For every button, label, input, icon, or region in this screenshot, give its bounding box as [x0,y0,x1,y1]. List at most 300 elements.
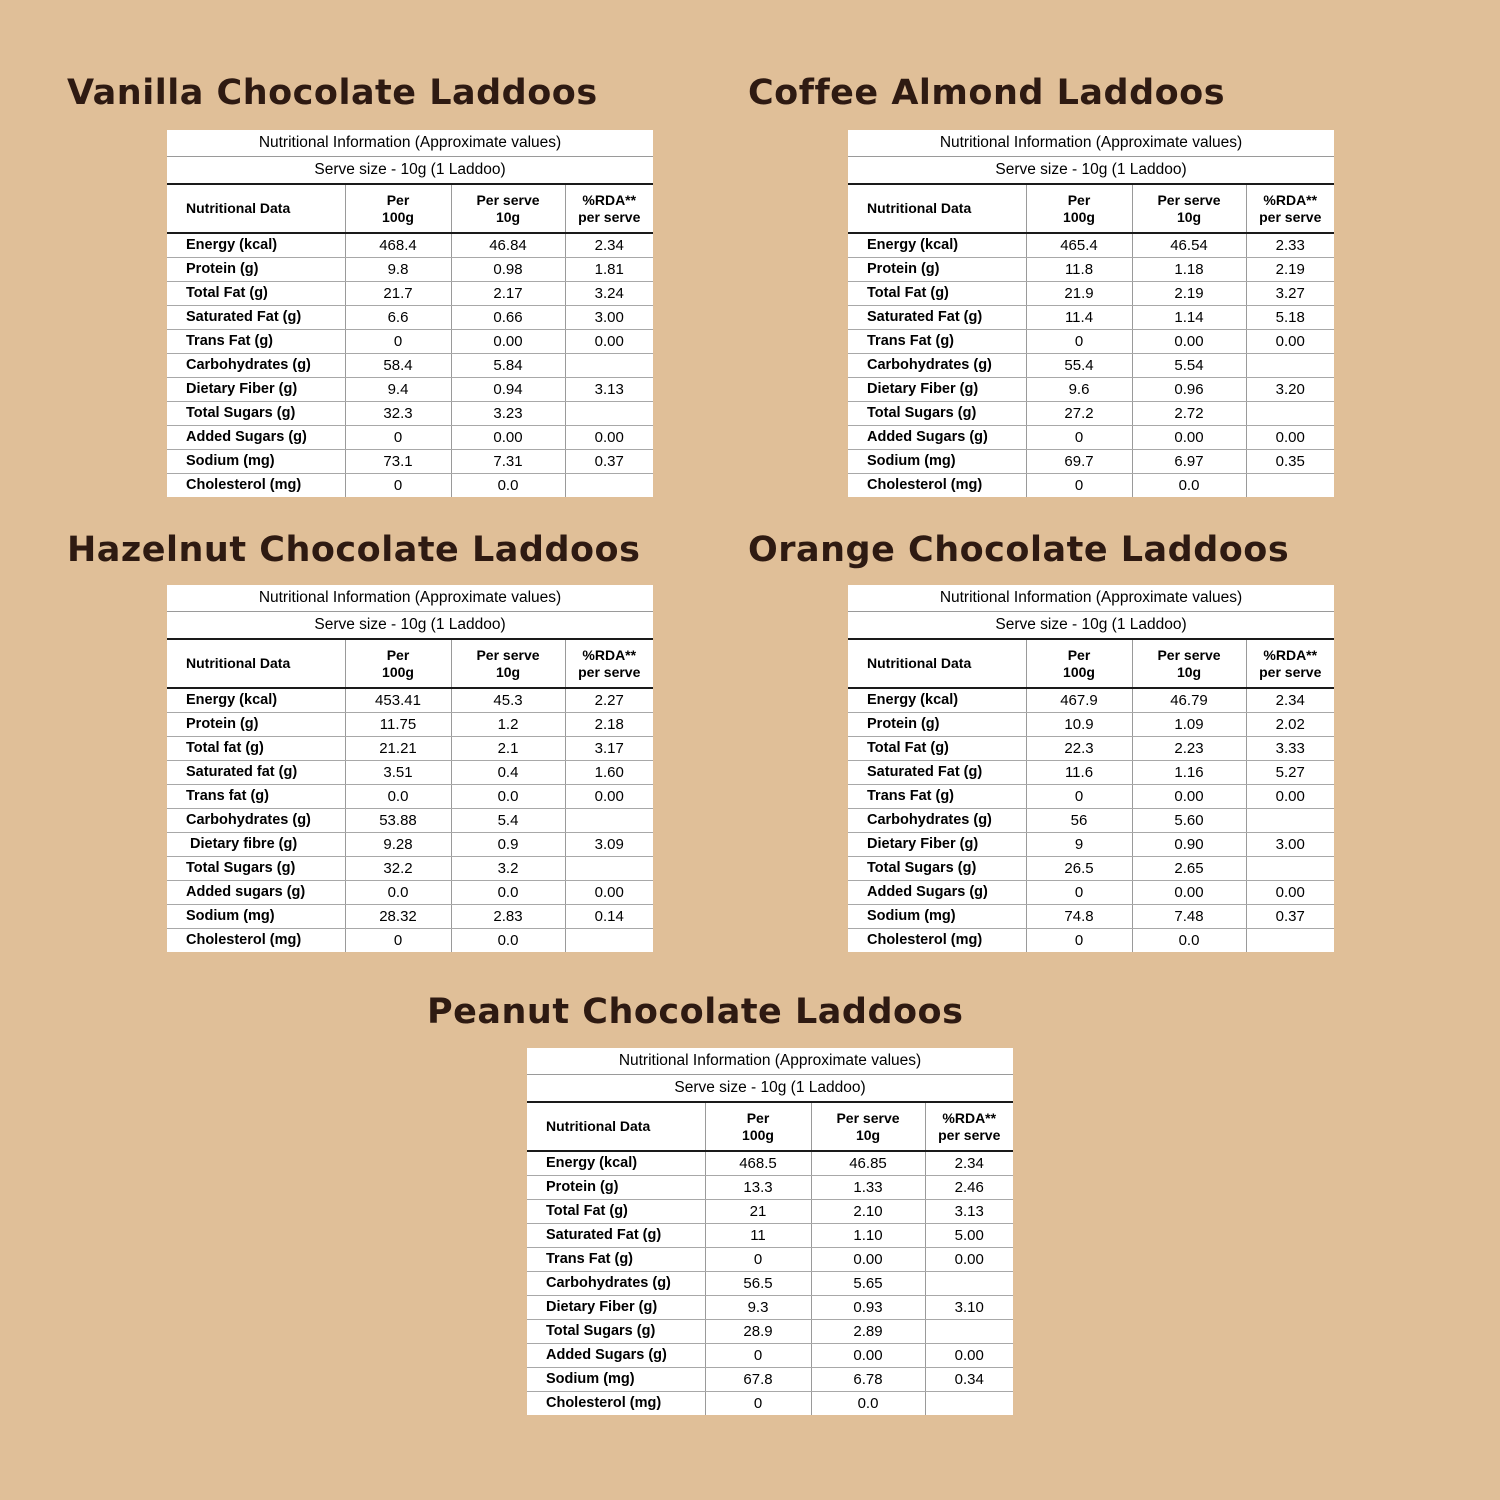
value-rda: 3.10 [925,1296,1013,1320]
value-per-100g: 28.32 [345,905,451,929]
value-per-serve: 0.00 [811,1248,925,1272]
value-per-100g: 0.0 [345,881,451,905]
value-rda: 5.18 [1246,306,1334,330]
value-per-serve: 3.23 [451,402,565,426]
value-rda: 0.35 [1246,450,1334,474]
header-nutritional-data: Nutritional Data [848,184,1026,233]
value-rda: 2.02 [1246,713,1334,737]
table-row [167,330,653,354]
nutrient-name: Total Sugars (g) [527,1320,705,1344]
value-rda: 0.37 [565,450,653,474]
table-row [527,1392,1013,1416]
table-row [848,688,1334,713]
value-per-serve: 3.2 [451,857,565,881]
value-per-serve: 46.54 [1132,233,1246,258]
table-row [167,474,653,498]
value-per-100g: 0 [1026,330,1132,354]
value-per-100g: 21.21 [345,737,451,761]
table-row [848,306,1334,330]
nutrient-name: Sodium (mg) [527,1368,705,1392]
table-row [527,1176,1013,1200]
value-per-serve: 1.09 [1132,713,1246,737]
table-row [167,378,653,402]
value-rda: 0.34 [925,1368,1013,1392]
value-per-100g: 9.4 [345,378,451,402]
value-per-serve: 2.1 [451,737,565,761]
nutrition-table [167,585,653,952]
value-per-100g: 11.8 [1026,258,1132,282]
nutrient-name: Energy (kcal) [848,688,1026,713]
value-per-serve: 0.0 [451,474,565,498]
value-per-100g: 6.6 [345,306,451,330]
nutrient-name: Saturated Fat (g) [527,1224,705,1248]
nutrient-name: Energy (kcal) [167,233,345,258]
value-rda: 3.13 [925,1200,1013,1224]
value-per-100g: 0 [345,929,451,953]
value-rda [565,474,653,498]
nutrition-table [848,585,1334,952]
table-row [848,881,1334,905]
product-title: Peanut Chocolate Laddoos [427,992,964,1032]
value-rda [1246,474,1334,498]
value-rda: 5.27 [1246,761,1334,785]
value-per-100g: 3.51 [345,761,451,785]
nutrient-name: Total fat (g) [167,737,345,761]
nutrient-name: Total Fat (g) [848,737,1026,761]
value-rda [565,354,653,378]
value-rda: 0.00 [925,1248,1013,1272]
value-per-100g: 468.4 [345,233,451,258]
nutrient-name: Cholesterol (mg) [167,474,345,498]
value-per-100g: 0 [1026,474,1132,498]
table-caption: Nutritional Information (Approximate values) [167,130,653,157]
table-row [848,785,1334,809]
header-per-100g: Per 100g [345,639,451,688]
value-rda: 0.00 [565,785,653,809]
value-per-100g: 453.41 [345,688,451,713]
nutrient-name: Trans fat (g) [167,785,345,809]
value-per-100g: 11.75 [345,713,451,737]
table-row [527,1248,1013,1272]
nutrient-name: Saturated fat (g) [167,761,345,785]
value-rda [565,809,653,833]
value-rda: 2.34 [565,233,653,258]
table-row [848,426,1334,450]
nutrient-name: Added Sugars (g) [848,881,1026,905]
nutrient-name: Cholesterol (mg) [848,474,1026,498]
header-nutritional-data: Nutritional Data [167,639,345,688]
value-per-serve: 1.16 [1132,761,1246,785]
value-per-serve: 0.93 [811,1296,925,1320]
table-row [527,1224,1013,1248]
product-title: Orange Chocolate Laddoos [748,530,1290,570]
value-per-100g: 0 [345,474,451,498]
header-rda: %RDA** per serve [925,1102,1013,1151]
nutrient-name: Protein (g) [848,713,1026,737]
nutrient-name: Trans Fat (g) [527,1248,705,1272]
value-rda: 3.00 [565,306,653,330]
value-per-100g: 28.9 [705,1320,811,1344]
nutrient-name: Protein (g) [167,713,345,737]
value-per-100g: 56.5 [705,1272,811,1296]
table-row [848,258,1334,282]
nutrient-name: Sodium (mg) [167,905,345,929]
value-per-serve: 0.94 [451,378,565,402]
table-row [167,857,653,881]
table-row [848,905,1334,929]
nutrient-name: Saturated Fat (g) [848,306,1026,330]
value-rda: 1.60 [565,761,653,785]
value-per-100g: 32.3 [345,402,451,426]
value-per-serve: 0.00 [1132,785,1246,809]
table-row [848,330,1334,354]
value-per-100g: 9.8 [345,258,451,282]
value-per-serve: 2.10 [811,1200,925,1224]
table-caption: Nutritional Information (Approximate values) [848,130,1334,157]
value-per-100g: 11.6 [1026,761,1132,785]
value-rda: 3.24 [565,282,653,306]
serve-size: Serve size - 10g (1 Laddoo) [167,612,653,640]
table-row [527,1272,1013,1296]
nutrient-name: Protein (g) [527,1176,705,1200]
value-per-100g: 9.3 [705,1296,811,1320]
value-per-100g: 0 [705,1392,811,1416]
value-per-100g: 26.5 [1026,857,1132,881]
nutrient-name: Cholesterol (mg) [848,929,1026,953]
header-rda: %RDA** per serve [1246,184,1334,233]
value-rda [1246,929,1334,953]
nutrient-name: Sodium (mg) [848,905,1026,929]
value-per-serve: 2.19 [1132,282,1246,306]
value-per-serve: 0.00 [451,330,565,354]
value-per-100g: 55.4 [1026,354,1132,378]
nutrient-name: Cholesterol (mg) [527,1392,705,1416]
value-per-serve: 0.9 [451,833,565,857]
nutrient-name: Sodium (mg) [848,450,1026,474]
table-row [848,857,1334,881]
table-row [167,402,653,426]
value-rda: 3.33 [1246,737,1334,761]
nutrient-name: Dietary Fiber (g) [167,378,345,402]
nutrient-name: Dietary Fiber (g) [527,1296,705,1320]
value-per-serve: 0.00 [811,1344,925,1368]
value-rda: 0.00 [565,330,653,354]
table-row [848,354,1334,378]
nutrient-name: Dietary Fiber (g) [848,378,1026,402]
value-per-100g: 58.4 [345,354,451,378]
value-rda: 2.19 [1246,258,1334,282]
header-nutritional-data: Nutritional Data [527,1102,705,1151]
value-rda [565,929,653,953]
header-per-100g: Per 100g [705,1102,811,1151]
table-row [167,761,653,785]
value-per-100g: 67.8 [705,1368,811,1392]
value-per-100g: 27.2 [1026,402,1132,426]
table-row [527,1151,1013,1176]
value-rda: 0.00 [565,881,653,905]
value-per-100g: 0.0 [345,785,451,809]
table-caption: Nutritional Information (Approximate values) [848,585,1334,612]
table-caption: Nutritional Information (Approximate values) [167,585,653,612]
nutrient-name: Protein (g) [848,258,1026,282]
value-per-100g: 22.3 [1026,737,1132,761]
table-row [167,258,653,282]
value-per-serve: 46.79 [1132,688,1246,713]
table-row [167,905,653,929]
value-per-100g: 9.6 [1026,378,1132,402]
nutrient-name: Total Fat (g) [848,282,1026,306]
table-row [848,809,1334,833]
value-per-100g: 0 [705,1248,811,1272]
value-rda: 2.34 [1246,688,1334,713]
value-per-serve: 0.0 [1132,474,1246,498]
nutrition-table [848,130,1334,497]
nutrient-name: Protein (g) [167,258,345,282]
value-per-100g: 69.7 [1026,450,1132,474]
value-per-100g: 465.4 [1026,233,1132,258]
value-per-100g: 0 [1026,881,1132,905]
value-per-serve: 2.72 [1132,402,1246,426]
value-rda [925,1392,1013,1416]
serve-size: Serve size - 10g (1 Laddoo) [527,1075,1013,1103]
value-rda: 3.17 [565,737,653,761]
nutrient-name: Saturated Fat (g) [848,761,1026,785]
table-row [527,1344,1013,1368]
value-per-100g: 74.8 [1026,905,1132,929]
header-rda: %RDA** per serve [565,184,653,233]
value-rda: 1.81 [565,258,653,282]
value-per-serve: 0.96 [1132,378,1246,402]
table-row [167,785,653,809]
value-per-100g: 21.9 [1026,282,1132,306]
value-per-100g: 10.9 [1026,713,1132,737]
value-rda: 2.33 [1246,233,1334,258]
header-per-serve: Per serve 10g [451,639,565,688]
value-per-serve: 0.4 [451,761,565,785]
nutrient-name: Trans Fat (g) [848,330,1026,354]
nutrient-name: Carbohydrates (g) [527,1272,705,1296]
nutrient-name: Energy (kcal) [167,688,345,713]
table-row [848,402,1334,426]
table-row [848,282,1334,306]
value-rda: 3.27 [1246,282,1334,306]
header-per-serve: Per serve 10g [451,184,565,233]
nutrient-name: Carbohydrates (g) [167,354,345,378]
nutrient-name: Saturated Fat (g) [167,306,345,330]
value-rda: 2.46 [925,1176,1013,1200]
header-nutritional-data: Nutritional Data [167,184,345,233]
nutrient-name: Dietary Fiber (g) [848,833,1026,857]
value-rda [1246,402,1334,426]
value-per-serve: 5.4 [451,809,565,833]
value-rda: 2.27 [565,688,653,713]
nutrient-name: Carbohydrates (g) [848,809,1026,833]
nutrition-table [527,1048,1013,1415]
value-per-100g: 467.9 [1026,688,1132,713]
value-per-100g: 468.5 [705,1151,811,1176]
nutrient-name: Added Sugars (g) [527,1344,705,1368]
value-per-100g: 0 [1026,785,1132,809]
value-per-serve: 6.78 [811,1368,925,1392]
value-per-serve: 2.83 [451,905,565,929]
table-caption: Nutritional Information (Approximate values) [527,1048,1013,1075]
value-per-100g: 21.7 [345,282,451,306]
value-per-serve: 1.18 [1132,258,1246,282]
nutrient-name: Trans Fat (g) [167,330,345,354]
value-per-100g: 0 [345,426,451,450]
value-per-serve: 0.98 [451,258,565,282]
nutrient-name: Trans Fat (g) [848,785,1026,809]
header-rda: %RDA** per serve [1246,639,1334,688]
table-row [167,354,653,378]
value-per-serve: 0.0 [811,1392,925,1416]
header-per-100g: Per 100g [345,184,451,233]
table-row [848,233,1334,258]
value-rda: 2.34 [925,1151,1013,1176]
table-row [848,450,1334,474]
value-per-100g: 11.4 [1026,306,1132,330]
nutrient-name: Added Sugars (g) [848,426,1026,450]
value-per-serve: 0.0 [451,929,565,953]
value-per-serve: 0.00 [1132,330,1246,354]
value-rda [925,1272,1013,1296]
value-per-serve: 0.0 [451,785,565,809]
value-rda: 3.00 [1246,833,1334,857]
nutrient-name: Sodium (mg) [167,450,345,474]
header-per-serve: Per serve 10g [811,1102,925,1151]
table-row [527,1368,1013,1392]
value-rda: 2.18 [565,713,653,737]
value-per-serve: 0.00 [451,426,565,450]
value-per-serve: 46.85 [811,1151,925,1176]
value-per-serve: 46.84 [451,233,565,258]
table-row [848,929,1334,953]
value-rda [925,1320,1013,1344]
value-rda: 0.14 [565,905,653,929]
nutrient-name: Added sugars (g) [167,881,345,905]
value-per-100g: 9.28 [345,833,451,857]
value-per-100g: 0 [1026,929,1132,953]
value-per-serve: 0.90 [1132,833,1246,857]
table-row [527,1296,1013,1320]
nutrient-name: Total Sugars (g) [167,857,345,881]
value-rda: 0.00 [1246,785,1334,809]
serve-size: Serve size - 10g (1 Laddoo) [167,157,653,185]
header-per-100g: Per 100g [1026,184,1132,233]
table-row [167,833,653,857]
table-row [167,809,653,833]
value-per-100g: 11 [705,1224,811,1248]
value-rda [1246,857,1334,881]
value-per-serve: 5.84 [451,354,565,378]
value-per-serve: 1.2 [451,713,565,737]
table-row [848,378,1334,402]
value-per-serve: 2.89 [811,1320,925,1344]
table-row [167,450,653,474]
table-row [848,737,1334,761]
nutrient-name: Carbohydrates (g) [167,809,345,833]
value-per-serve: 0.66 [451,306,565,330]
header-per-serve: Per serve 10g [1132,639,1246,688]
table-row [527,1320,1013,1344]
serve-size: Serve size - 10g (1 Laddoo) [848,157,1334,185]
value-rda: 3.13 [565,378,653,402]
value-rda: 0.00 [1246,330,1334,354]
value-per-serve: 5.54 [1132,354,1246,378]
nutrient-name: Total Fat (g) [527,1200,705,1224]
value-per-serve: 2.23 [1132,737,1246,761]
value-per-100g: 53.88 [345,809,451,833]
table-row [167,282,653,306]
value-rda [565,402,653,426]
serve-size: Serve size - 10g (1 Laddoo) [848,612,1334,640]
table-row [167,233,653,258]
nutrient-name: Total Sugars (g) [848,402,1026,426]
value-rda: 0.00 [565,426,653,450]
value-per-100g: 21 [705,1200,811,1224]
header-rda: %RDA** per serve [565,639,653,688]
table-row [167,929,653,953]
value-per-serve: 1.33 [811,1176,925,1200]
value-per-serve: 0.0 [1132,929,1246,953]
value-per-100g: 0 [705,1344,811,1368]
value-per-serve: 2.17 [451,282,565,306]
value-per-100g: 32.2 [345,857,451,881]
value-per-100g: 0 [1026,426,1132,450]
value-rda [565,857,653,881]
value-rda: 0.00 [1246,881,1334,905]
product-title: Vanilla Chocolate Laddoos [67,73,598,113]
nutrient-name: Cholesterol (mg) [167,929,345,953]
table-row [848,474,1334,498]
value-per-serve: 6.97 [1132,450,1246,474]
header-per-100g: Per 100g [1026,639,1132,688]
nutrient-name: Total Sugars (g) [167,402,345,426]
value-per-serve: 7.48 [1132,905,1246,929]
table-row [167,713,653,737]
table-row [167,426,653,450]
nutrition-table [167,130,653,497]
table-row [848,833,1334,857]
table-row [167,688,653,713]
value-per-100g: 9 [1026,833,1132,857]
nutrient-name: Total Sugars (g) [848,857,1026,881]
value-per-serve: 0.0 [451,881,565,905]
value-rda: 5.00 [925,1224,1013,1248]
value-per-serve: 1.10 [811,1224,925,1248]
nutrient-name: Carbohydrates (g) [848,354,1026,378]
value-per-100g: 73.1 [345,450,451,474]
product-title: Coffee Almond Laddoos [748,73,1226,113]
table-row [848,761,1334,785]
value-per-100g: 13.3 [705,1176,811,1200]
table-row [527,1200,1013,1224]
value-rda: 0.37 [1246,905,1334,929]
value-per-serve: 5.65 [811,1272,925,1296]
nutrient-name: Dietary fibre (g) [167,833,345,857]
value-rda: 0.00 [1246,426,1334,450]
nutrient-name: Energy (kcal) [848,233,1026,258]
value-rda: 3.20 [1246,378,1334,402]
table-row [167,737,653,761]
value-per-serve: 2.65 [1132,857,1246,881]
header-nutritional-data: Nutritional Data [848,639,1026,688]
nutrient-name: Energy (kcal) [527,1151,705,1176]
value-per-100g: 56 [1026,809,1132,833]
value-per-serve: 7.31 [451,450,565,474]
value-per-serve: 45.3 [451,688,565,713]
value-per-serve: 0.00 [1132,426,1246,450]
